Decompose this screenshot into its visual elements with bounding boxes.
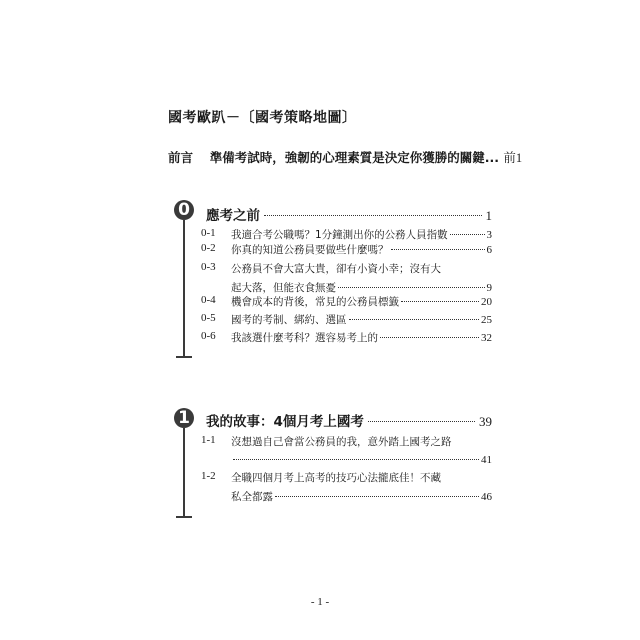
- dot-leader: [264, 215, 482, 216]
- entry-page: 20: [481, 296, 492, 308]
- entry-page: 6: [486, 244, 492, 256]
- marker-stem: [183, 220, 185, 356]
- page-title: 國考歐趴－〔國考策略地圖〕: [168, 110, 357, 126]
- dot-leader: [338, 287, 485, 288]
- preface-text: 準備考試時，強韌的心理素質是決定你獲勝的關鍵: [209, 150, 485, 165]
- dot-leader: [233, 459, 479, 460]
- entry-number: 1-1: [201, 434, 216, 446]
- entry-number: 0-1: [201, 227, 216, 239]
- chapter-title: 應考之前: [206, 208, 260, 224]
- marker-base: [176, 516, 192, 518]
- preface-line[interactable]: 前言 準備考試時，強韌的心理素質是決定你獲勝的關鍵... 前1: [168, 150, 523, 165]
- page-number: - 1 -: [310, 596, 330, 608]
- chapter-badge: 0: [174, 200, 194, 220]
- dot-leader: [401, 301, 479, 302]
- marker-base: [176, 356, 192, 358]
- entry-title: 沒想過自己會當公務員的我，意外踏上國考之路: [231, 436, 452, 448]
- entry-title: 你真的知道公務員要做些什麼嗎？: [231, 244, 389, 256]
- entry-number: 0-6: [201, 330, 216, 342]
- entry-title-cont: 私全都露: [231, 491, 273, 503]
- entry-title: 我該選什麼考科？選容易考上的: [231, 332, 378, 344]
- entry-title: 公務員不會大富大貴，卻有小資小幸；沒有大: [231, 263, 441, 275]
- dot-leader: [391, 249, 485, 250]
- entry-title: 機會成本的背後，常見的公務員標籤: [231, 296, 399, 308]
- entry-page: 25: [481, 314, 492, 326]
- entry-page: 3: [486, 229, 492, 241]
- dot-leader: [349, 319, 480, 320]
- entry-page: 9: [486, 282, 492, 294]
- marker-stem: [183, 428, 185, 516]
- entry-title: 我適合考公職嗎？1分鐘測出你的公務人員指數: [231, 229, 448, 241]
- chapter-title: 我的故事：4個月考上國考: [206, 414, 364, 430]
- dot-leader: [368, 421, 475, 422]
- entry-page: 32: [481, 332, 492, 344]
- dot-leader: [380, 337, 479, 338]
- entry-number: 1-2: [201, 470, 216, 482]
- entry-page: 46: [481, 491, 492, 503]
- preface-page: 前1: [503, 151, 523, 165]
- preface-label: 前言: [168, 150, 194, 165]
- entry-title: 國考的考制、綁約、選區: [231, 314, 347, 326]
- entry-number: 0-5: [201, 312, 216, 324]
- chapter-badge: 1: [174, 408, 194, 428]
- chapter-page: 1: [485, 208, 492, 223]
- entry-number: 0-2: [201, 242, 216, 254]
- entry-number: 0-4: [201, 294, 216, 306]
- entry-page: 41: [481, 454, 492, 466]
- entry-title-cont: 起大落，但能衣食無憂: [231, 282, 336, 294]
- entry-number: 0-3: [201, 261, 216, 273]
- chapter-heading[interactable]: [206, 410, 492, 430]
- dot-leader: [450, 234, 485, 235]
- chapter-heading[interactable]: [206, 204, 492, 224]
- chapter-page: 39: [479, 414, 492, 429]
- entry-title: 全職四個月考上高考的技巧心法攏底佳！不藏: [231, 472, 441, 484]
- dot-leader: [275, 496, 479, 497]
